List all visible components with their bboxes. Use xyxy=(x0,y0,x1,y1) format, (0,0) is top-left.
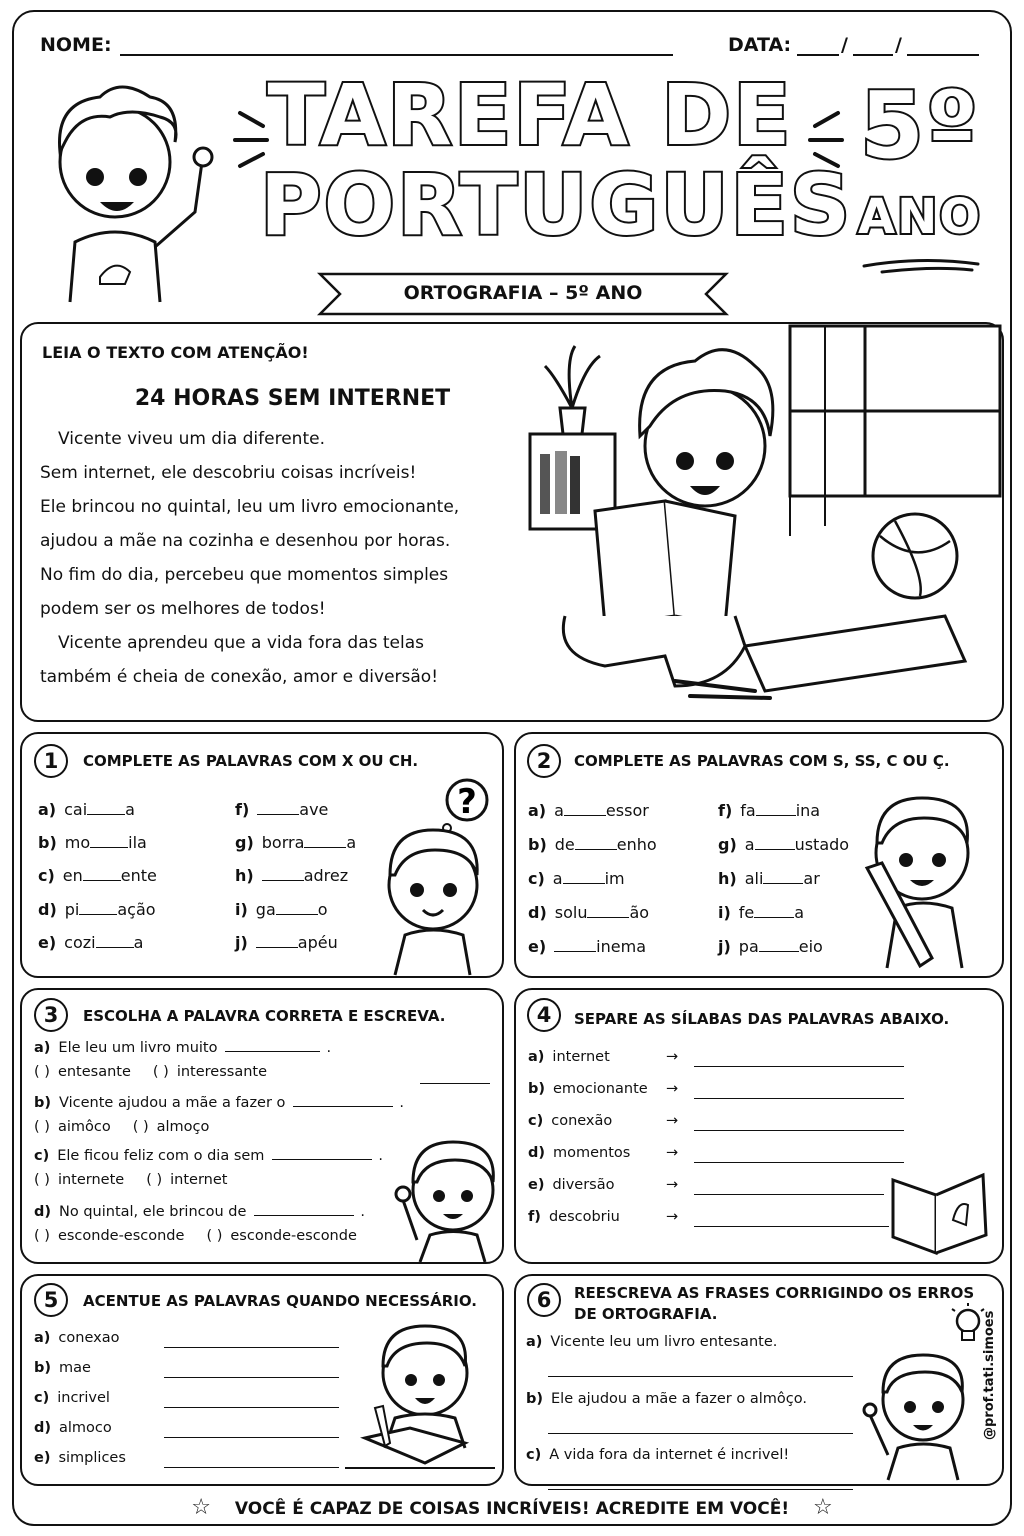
word-end: essor xyxy=(605,801,649,820)
letter-blank[interactable] xyxy=(554,951,596,952)
word-end: ação xyxy=(117,900,156,919)
item-letter: a) xyxy=(34,1040,51,1056)
sentence-text: Vicente leu um livro entesante. xyxy=(550,1334,778,1350)
word-start: cai xyxy=(64,800,88,819)
fill-in-item xyxy=(528,869,625,888)
letter-blank[interactable] xyxy=(563,883,605,884)
syllable-item xyxy=(528,1209,620,1225)
item-letter: e) xyxy=(34,1450,51,1466)
arrow-icon: → xyxy=(666,1081,679,1097)
item-letter: d) xyxy=(528,903,547,922)
word-start: en xyxy=(62,866,83,885)
item-word: momentos xyxy=(553,1145,631,1161)
fill-in-item xyxy=(38,933,143,952)
question-3-title: ESCOLHA A PALAVRA CORRETA E ESCREVA. xyxy=(83,1007,446,1025)
option-checkbox[interactable]: ( ) xyxy=(152,1064,169,1080)
item-letter: c) xyxy=(34,1148,50,1164)
title-line1: TAREFA DE xyxy=(267,66,793,164)
item-letter: b) xyxy=(38,833,57,852)
reading-line: Sem internet, ele descobriu coisas incríveis! xyxy=(40,463,417,483)
item-letter: c) xyxy=(528,1113,544,1129)
arrow-icon: → xyxy=(666,1049,679,1065)
accent-item xyxy=(34,1390,110,1406)
sentence-period: . xyxy=(326,1040,332,1056)
question-6-number: 6 xyxy=(527,1283,561,1317)
option-label: internet xyxy=(170,1172,228,1188)
question-6-title-line1: REESCREVA AS FRASES CORRIGINDO OS ERROS xyxy=(574,1284,975,1302)
fill-in-item xyxy=(38,900,156,919)
reading-line: No fim do dia, percebeu que momentos simples xyxy=(40,565,449,585)
boy-pencil-illustration xyxy=(862,788,977,973)
item-letter: e) xyxy=(38,933,57,952)
question-sentence xyxy=(34,1095,404,1111)
fill-in-item xyxy=(718,937,823,956)
fill-in-item xyxy=(718,869,820,888)
word-start: fa xyxy=(740,801,756,820)
date-year-field[interactable] xyxy=(907,54,979,56)
option-checkbox[interactable]: ( ) xyxy=(34,1172,50,1188)
option-checkbox[interactable]: ( ) xyxy=(34,1119,50,1135)
letter-blank[interactable] xyxy=(83,880,121,881)
fill-in-item xyxy=(38,800,135,819)
sentence-text: Ele ficou feliz com o dia sem xyxy=(57,1148,265,1164)
option-checkbox[interactable]: ( ) xyxy=(132,1119,149,1135)
subtitle-text: ORTOGRAFIA – 5º ANO xyxy=(403,282,643,304)
answer-line[interactable] xyxy=(164,1437,339,1438)
word-start: fe xyxy=(738,903,755,922)
word-end: ustado xyxy=(794,835,850,854)
item-word: conexao xyxy=(58,1330,120,1346)
letter-blank[interactable] xyxy=(304,847,346,848)
accent-item xyxy=(34,1450,126,1466)
fill-in-item xyxy=(718,801,820,820)
accent-item xyxy=(34,1420,112,1436)
word-start: pi xyxy=(64,900,80,919)
answer-blank[interactable] xyxy=(225,1051,320,1052)
item-letter: c) xyxy=(528,869,545,888)
option-checkbox[interactable]: ( ) xyxy=(146,1172,163,1188)
word-end: ente xyxy=(120,866,157,885)
letter-blank[interactable] xyxy=(763,883,803,884)
option-label: entesante xyxy=(57,1064,131,1080)
word-end: im xyxy=(604,869,625,888)
syllable-item xyxy=(528,1177,614,1193)
word-end: ave xyxy=(299,800,329,819)
svg-text:?: ? xyxy=(457,782,477,822)
syllable-item xyxy=(528,1049,610,1065)
item-letter: a) xyxy=(528,801,547,820)
question-6-title-line2: DE ORTOGRAFIA. xyxy=(574,1305,718,1323)
word-end: adrez xyxy=(303,866,349,885)
date-label: DATA: xyxy=(728,34,792,56)
item-letter: f) xyxy=(235,800,250,819)
letter-blank[interactable] xyxy=(564,815,606,816)
item-letter: b) xyxy=(528,835,547,854)
arrow-icon: → xyxy=(666,1177,679,1193)
letter-blank[interactable] xyxy=(96,947,134,948)
word-start: solu xyxy=(554,903,588,922)
fill-in-item xyxy=(38,833,147,852)
question-5-title: ACENTUE AS PALAVRAS QUANDO NECESSÁRIO. xyxy=(83,1292,478,1310)
word-end: a xyxy=(133,933,144,952)
boy-waving-illustration xyxy=(395,1130,500,1262)
author-credit: @prof.tati.simoes xyxy=(982,1310,997,1440)
accent-item xyxy=(34,1360,91,1376)
reading-line: ajudou a mãe na cozinha e desenhou por horas. xyxy=(40,531,451,551)
reading-line: Vicente viveu um dia diferente. xyxy=(58,429,325,449)
word-end: a xyxy=(794,903,805,922)
grade-number: 5º xyxy=(860,72,980,179)
item-letter: g) xyxy=(235,833,254,852)
word-end: eio xyxy=(798,937,823,956)
word-start: ga xyxy=(255,900,276,919)
item-letter: c) xyxy=(38,866,55,885)
fill-in-item xyxy=(235,933,338,952)
item-letter: i) xyxy=(718,903,731,922)
letter-blank[interactable] xyxy=(755,849,795,850)
option-label: interessante xyxy=(176,1064,268,1080)
word-start: pa xyxy=(738,937,759,956)
letter-blank[interactable] xyxy=(575,849,617,850)
boy-writing-illustration xyxy=(345,1318,495,1480)
answer-line[interactable] xyxy=(548,1433,853,1434)
word-start: mo xyxy=(64,833,91,852)
fill-in-item xyxy=(528,835,657,854)
name-field[interactable] xyxy=(120,54,673,56)
sentence-text: No quintal, ele brincou de xyxy=(59,1204,247,1220)
item-letter: c) xyxy=(34,1390,50,1406)
item-letter: f) xyxy=(528,1209,541,1225)
question-sentence xyxy=(34,1148,383,1164)
question-3-number: 3 xyxy=(34,998,68,1032)
option-checkbox[interactable]: ( ) xyxy=(34,1064,50,1080)
fill-in-item xyxy=(528,937,646,956)
question-1-title: COMPLETE AS PALAVRAS COM X OU CH. xyxy=(83,752,419,770)
option-label: aimôco xyxy=(57,1119,111,1135)
answer-line[interactable] xyxy=(164,1407,339,1408)
item-letter: b) xyxy=(34,1360,52,1376)
fill-in-item xyxy=(718,835,849,854)
word-end: inema xyxy=(596,937,646,956)
grade-underline-icon xyxy=(862,256,982,274)
fill-in-item xyxy=(235,900,328,919)
star-icon: ☆ xyxy=(813,1495,833,1520)
reading-title: 24 HORAS SEM INTERNET xyxy=(134,386,451,411)
answer-line[interactable] xyxy=(164,1347,339,1348)
item-letter: b) xyxy=(34,1095,52,1111)
option-checkbox[interactable]: ( ) xyxy=(206,1228,223,1244)
star-icon: ☆ xyxy=(191,1495,211,1520)
item-word: incrivel xyxy=(57,1390,110,1406)
reading-line: podem ser os melhores de todos! xyxy=(40,599,326,619)
sentence-period: . xyxy=(399,1095,405,1111)
option-label: almoço xyxy=(156,1119,210,1135)
answer-line[interactable] xyxy=(694,1098,904,1099)
item-letter: a) xyxy=(34,1330,51,1346)
word-start: de xyxy=(554,835,575,854)
item-word: descobriu xyxy=(548,1209,620,1225)
answer-options xyxy=(34,1064,267,1080)
answer-blank[interactable] xyxy=(293,1106,393,1107)
question-4-title: SEPARE AS SÍLABAS DAS PALAVRAS ABAIXO. xyxy=(574,1010,950,1028)
item-letter: e) xyxy=(528,937,547,956)
item-letter: c) xyxy=(526,1447,542,1463)
word-start: a xyxy=(744,835,755,854)
letter-blank[interactable] xyxy=(257,814,299,815)
question-2-title: COMPLETE AS PALAVRAS COM S, SS, C OU Ç. xyxy=(574,752,950,770)
answer-options xyxy=(34,1228,357,1244)
letter-blank[interactable] xyxy=(759,951,799,952)
letter-blank[interactable] xyxy=(756,815,796,816)
question-sentence xyxy=(34,1040,331,1056)
word-start: a xyxy=(554,801,564,820)
item-letter: g) xyxy=(718,835,737,854)
item-letter: d) xyxy=(38,900,57,919)
word-end: o xyxy=(317,900,328,919)
boy-pointing-illustration xyxy=(30,72,230,322)
reading-text xyxy=(40,422,520,694)
boy-idea-illustration xyxy=(858,1350,983,1482)
item-letter: j) xyxy=(235,933,248,952)
letter-blank[interactable] xyxy=(262,880,304,881)
sentence-text: Ele ajudou a mãe a fazer o almôço. xyxy=(551,1391,807,1407)
answer-line[interactable] xyxy=(164,1377,339,1378)
sentence-item xyxy=(526,1334,777,1350)
item-word: diversão xyxy=(552,1177,615,1193)
word-start: cozi xyxy=(64,933,96,952)
word-end: enho xyxy=(616,835,657,854)
question-5-number: 5 xyxy=(34,1283,68,1317)
name-label: NOME: xyxy=(40,34,112,56)
fill-in-item xyxy=(718,903,804,922)
item-letter: b) xyxy=(526,1391,544,1407)
answer-line[interactable] xyxy=(694,1066,904,1067)
letter-blank[interactable] xyxy=(256,947,298,948)
date-separator: / xyxy=(841,34,848,56)
question-sentence xyxy=(34,1204,365,1220)
answer-line[interactable] xyxy=(694,1194,884,1195)
answer-line[interactable] xyxy=(694,1130,904,1131)
word-end: a xyxy=(125,800,135,819)
date-month-field[interactable] xyxy=(853,54,893,56)
option-label: esconde-esconde xyxy=(230,1228,357,1244)
syllable-item xyxy=(528,1145,630,1161)
item-letter: f) xyxy=(718,801,733,820)
reading-line: Vicente aprendeu que a vida fora das telas xyxy=(58,633,425,653)
answer-line[interactable] xyxy=(694,1226,889,1227)
arrow-icon: → xyxy=(666,1145,679,1161)
sentence-item xyxy=(526,1447,789,1463)
item-word: simplices xyxy=(58,1450,126,1466)
title-line2: PORTUGUÊS xyxy=(260,156,853,254)
option-label: esconde-esconde xyxy=(57,1228,185,1244)
item-letter: i) xyxy=(235,900,248,919)
sentence-period: . xyxy=(360,1204,366,1220)
word-end: ar xyxy=(803,869,820,888)
date-day-field[interactable] xyxy=(797,54,839,56)
fill-in-item xyxy=(235,866,348,885)
syllable-item xyxy=(528,1113,612,1129)
option-label: internete xyxy=(57,1172,125,1188)
item-letter: d) xyxy=(34,1204,52,1220)
item-word: mae xyxy=(59,1360,91,1376)
item-letter: a) xyxy=(38,800,57,819)
sentence-text: A vida fora da internet é incrivel! xyxy=(549,1447,790,1463)
subtitle-ribbon xyxy=(318,272,728,316)
item-letter: j) xyxy=(718,937,731,956)
letter-blank[interactable] xyxy=(754,917,794,918)
item-letter: b) xyxy=(528,1081,546,1097)
answer-blank[interactable] xyxy=(272,1159,372,1160)
reading-instruction: LEIA O TEXTO COM ATENÇÃO! xyxy=(42,343,309,362)
book-illustration xyxy=(888,1165,988,1255)
word-start: ali xyxy=(744,869,764,888)
question-2-number: 2 xyxy=(527,744,561,778)
item-letter: e) xyxy=(528,1177,545,1193)
item-letter: h) xyxy=(718,869,737,888)
letter-blank[interactable] xyxy=(87,814,125,815)
sentence-text: Ele leu um livro muito xyxy=(58,1040,218,1056)
answer-line[interactable] xyxy=(548,1376,853,1377)
letter-blank[interactable] xyxy=(276,914,318,915)
grade-label: ANO xyxy=(857,189,983,245)
syllable-item xyxy=(528,1081,648,1097)
reading-line: também é cheia de conexão, amor e diversão! xyxy=(40,667,439,687)
word-end: ina xyxy=(795,801,821,820)
boy-thinking-illustration xyxy=(385,775,500,975)
item-letter: h) xyxy=(235,866,254,885)
question-1-number: 1 xyxy=(34,744,68,778)
answer-line[interactable] xyxy=(420,1083,490,1084)
answer-line[interactable] xyxy=(164,1467,339,1468)
item-letter: a) xyxy=(528,1049,545,1065)
sentence-period: . xyxy=(378,1148,384,1164)
arrow-icon: → xyxy=(666,1113,679,1129)
word-end: ão xyxy=(629,903,650,922)
letter-blank[interactable] xyxy=(79,914,117,915)
answer-options xyxy=(34,1172,227,1188)
accent-item xyxy=(34,1330,119,1346)
footer-text: VOCÊ É CAPAZ DE COISAS INCRÍVEIS! ACREDITE EM VOCÊ! xyxy=(234,1499,790,1519)
arrow-icon: → xyxy=(666,1209,679,1225)
item-letter: a) xyxy=(526,1334,543,1350)
sentence-text: Vicente ajudou a mãe a fazer o xyxy=(59,1095,286,1111)
word-start: borra xyxy=(261,833,305,852)
item-word: almoco xyxy=(59,1420,112,1436)
answer-line[interactable] xyxy=(548,1489,853,1490)
item-word: conexão xyxy=(551,1113,613,1129)
item-word: internet xyxy=(552,1049,610,1065)
question-4-number: 4 xyxy=(527,998,561,1032)
letter-blank[interactable] xyxy=(587,917,629,918)
letter-blank[interactable] xyxy=(90,847,128,848)
sentence-item xyxy=(526,1391,807,1407)
option-checkbox[interactable]: ( ) xyxy=(34,1228,50,1244)
boy-reading-illustration xyxy=(525,326,1003,718)
item-letter: d) xyxy=(528,1145,546,1161)
item-word: emocionante xyxy=(553,1081,648,1097)
footer-message xyxy=(0,1495,1024,1520)
fill-in-item xyxy=(528,801,649,820)
word-start: a xyxy=(552,869,563,888)
date-separator: / xyxy=(895,34,902,56)
word-end: a xyxy=(346,833,357,852)
item-letter: d) xyxy=(34,1420,52,1436)
spark-right-icon xyxy=(800,108,845,168)
answer-options xyxy=(34,1119,209,1135)
fill-in-item xyxy=(235,800,328,819)
answer-line[interactable] xyxy=(694,1162,904,1163)
word-end: apéu xyxy=(297,933,338,952)
spark-left-icon xyxy=(235,108,280,168)
fill-in-item xyxy=(38,866,157,885)
word-end: ila xyxy=(128,833,147,852)
fill-in-item xyxy=(528,903,649,922)
reading-line: Ele brincou no quintal, leu um livro emocionante, xyxy=(40,497,460,517)
answer-blank[interactable] xyxy=(254,1215,354,1216)
fill-in-item xyxy=(235,833,356,852)
